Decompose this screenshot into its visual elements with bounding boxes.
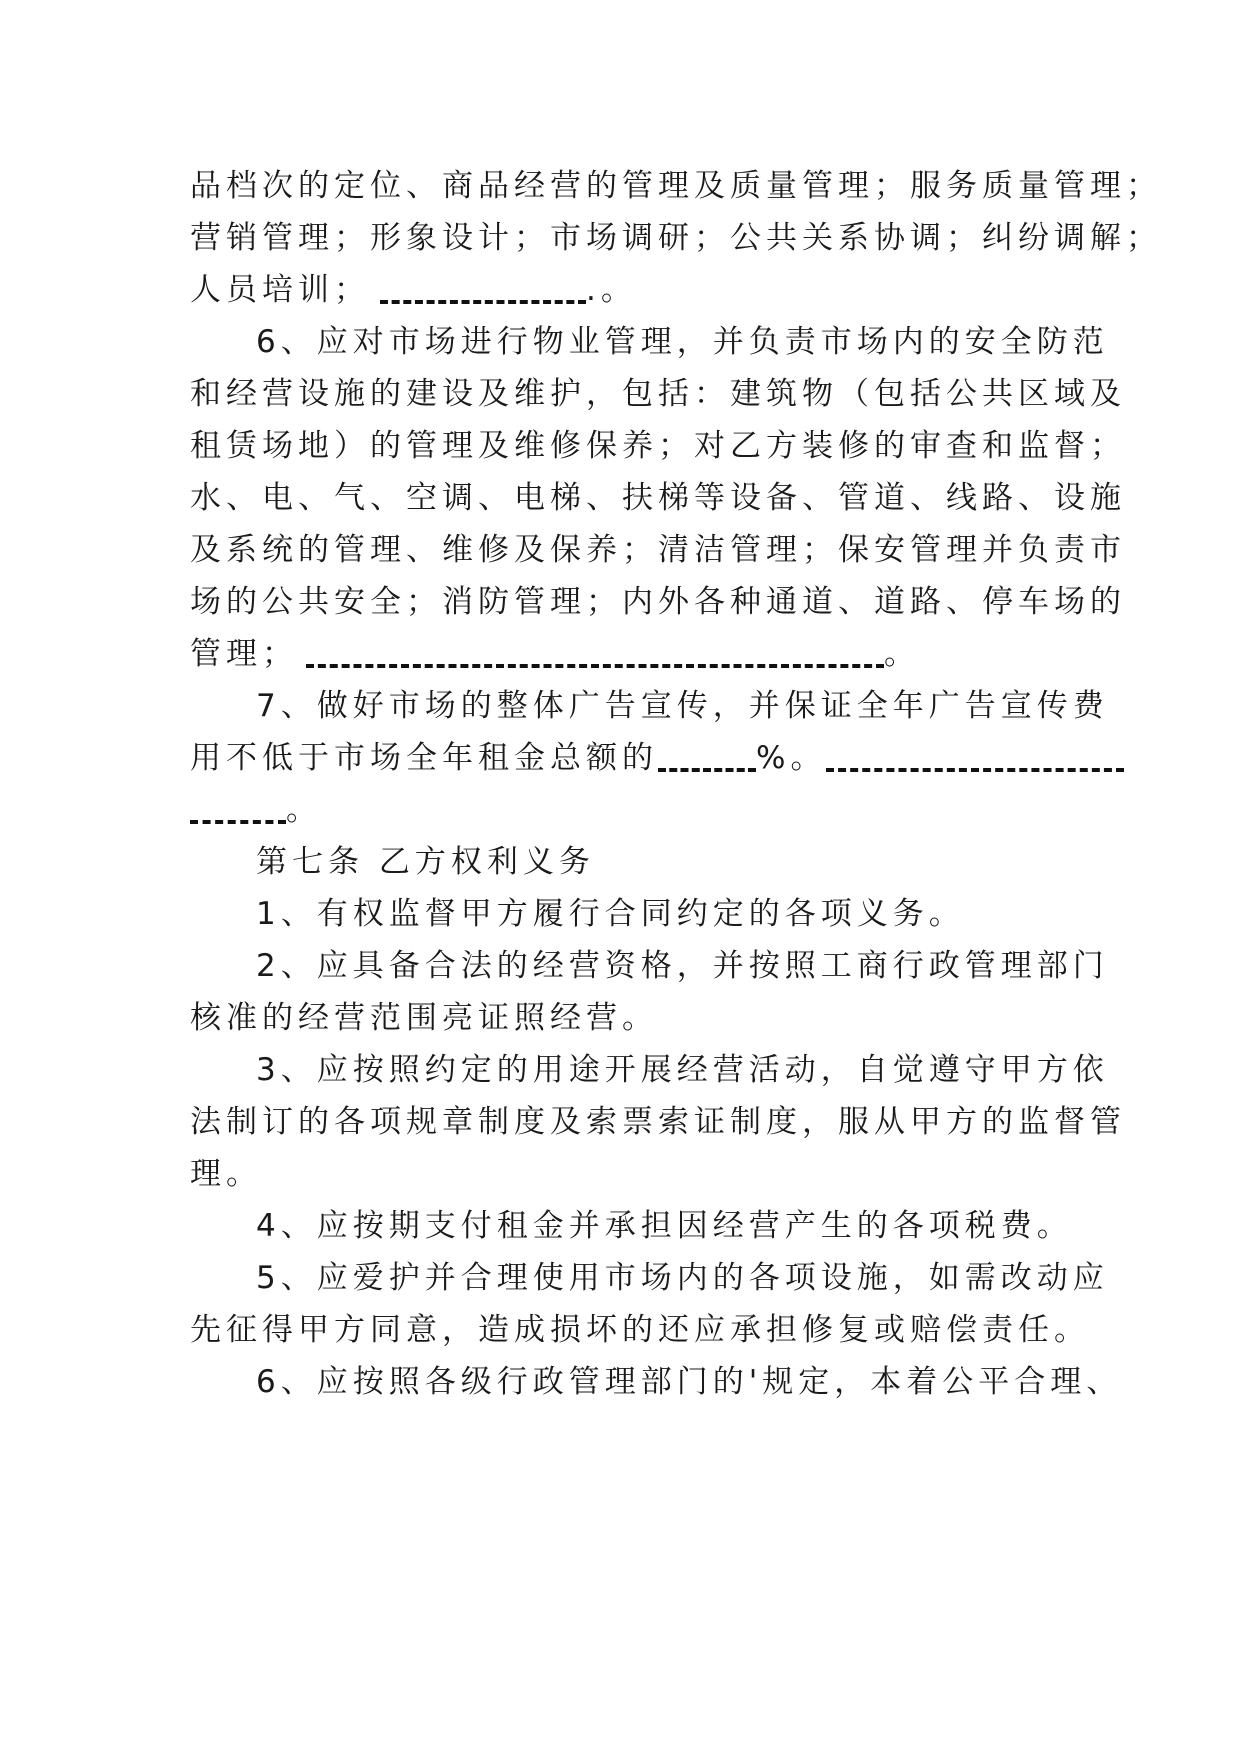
line-text: 租赁场地）的管理及维修保养；对乙方装修的审查和监督； (190, 428, 1126, 464)
line-text: 1、有权监督甲方履行合同约定的各项义务。 (256, 896, 965, 932)
line-text: 。 (286, 792, 322, 828)
text-line (190, 1154, 262, 1194)
text-line (190, 634, 920, 674)
text-line (256, 1362, 1122, 1402)
line-text: 人员培训； (190, 272, 370, 308)
line-text: 品档次的定位、商品经营的管理及质量管理；服务质量管理； (190, 168, 1162, 204)
line-text: 第七条 乙方权利义务 (256, 844, 595, 880)
text-line (190, 1102, 1126, 1142)
line-text: 4、应按期支付租金并承担因经营产生的各项税费。 (256, 1208, 1073, 1244)
fill-in-blank (190, 796, 286, 826)
line-text: 。 (884, 636, 920, 672)
line-text: 及系统的管理、维修及保养；清洁管理；保安管理并负责市 (190, 532, 1126, 568)
text-line (256, 894, 965, 934)
text-line (256, 1206, 1073, 1246)
text-line (256, 946, 1109, 986)
text-line (190, 738, 1124, 778)
fill-in-blank (826, 744, 1124, 774)
line-text: 5、应爱护并合理使用市场内的各项设施，如需改动应 (256, 1260, 1109, 1296)
section-heading (256, 842, 595, 882)
text-line (256, 1050, 1109, 1090)
line-text: 水、电、气、空调、电梯、扶梯等设备、管道、线路、设施 (190, 480, 1126, 516)
line-text: 7、做好市场的整体广告宣传，并保证全年广告宣传费 (256, 688, 1109, 724)
line-text: 2、应具备合法的经营资格，并按照工商行政管理部门 (256, 948, 1109, 984)
line-text: 场的公共安全；消防管理；内外各种通道、道路、停车场的 (190, 584, 1126, 620)
text-line (190, 374, 1126, 414)
fill-in-blank (306, 640, 884, 670)
text-line (256, 1258, 1109, 1298)
text-line (256, 322, 1109, 362)
line-text: 法制订的各项规章制度及索票索证制度，服从甲方的监督管 (190, 1104, 1126, 1140)
line-text: .。 (586, 272, 637, 308)
line-text: 管理； (190, 636, 298, 672)
text-line (190, 426, 1126, 466)
line-text: 3、应按照约定的用途开展经营活动，自觉遵守甲方依 (256, 1052, 1109, 1088)
line-text: 理。 (190, 1156, 262, 1192)
fill-in-blank (658, 744, 756, 774)
line-text: 和经营设施的建设及维护，包括：建筑物（包括公共区域及 (190, 376, 1126, 412)
line-text: 先征得甲方同意，造成损坏的还应承担修复或赔偿责任。 (190, 1312, 1090, 1348)
text-line (256, 686, 1109, 726)
text-line (190, 270, 637, 310)
line-text: 核准的经营范围亮证照经营。 (190, 1000, 658, 1036)
line-text: 6、应对市场进行物业管理，并负责市场内的安全防范 (256, 324, 1109, 360)
text-line (190, 530, 1126, 570)
fill-in-blank (380, 276, 586, 306)
line-text: 营销管理；形象设计；市场调研；公共关系协调；纠纷调解； (190, 220, 1162, 256)
text-line (190, 998, 658, 1038)
text-line (190, 1310, 1090, 1350)
text-line (190, 478, 1126, 518)
text-line (190, 166, 1162, 206)
line-text: %。 (756, 740, 827, 776)
text-line (190, 790, 322, 830)
text-line (190, 582, 1126, 622)
line-text: 用不低于市场全年租金总额的 (190, 740, 658, 776)
text-line (190, 218, 1162, 258)
line-text: 6、应按照各级行政管理部门的'规定，本着公平合理、 (256, 1364, 1123, 1400)
